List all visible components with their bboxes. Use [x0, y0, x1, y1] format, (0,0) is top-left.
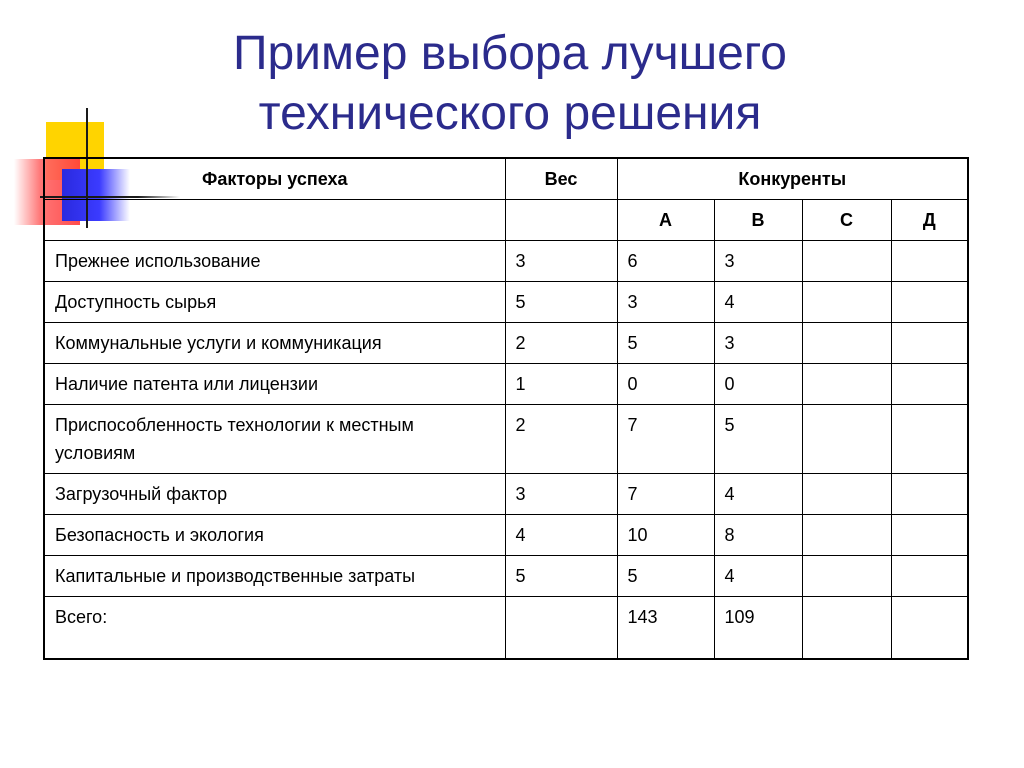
table-row — [44, 282, 968, 323]
competitor-d-cell — [891, 405, 968, 474]
competitor-c-cell — [802, 474, 891, 515]
competitor-d-cell — [891, 515, 968, 556]
competitor-b-cell: 3 — [714, 241, 802, 282]
total-label-cell: Всего: — [44, 597, 505, 659]
competitor-c-cell — [802, 282, 891, 323]
weight-cell: 2 — [505, 405, 617, 474]
weight-cell: 4 — [505, 515, 617, 556]
competitor-a-cell: 7 — [617, 405, 714, 474]
competitor-b-cell: 0 — [714, 364, 802, 405]
competitor-d-cell — [891, 282, 968, 323]
header-competitors: Конкуренты — [617, 158, 968, 200]
competitor-a-cell: 10 — [617, 515, 714, 556]
competitor-b-cell: 3 — [714, 323, 802, 364]
table-row — [44, 474, 968, 515]
table-header-row — [44, 158, 968, 200]
subheader-competitor-d: Д — [891, 200, 968, 241]
factor-cell: Капитальные и производственные затраты — [44, 556, 505, 597]
total-competitor-b-cell: 109 — [714, 597, 802, 659]
total-competitor-a-cell: 143 — [617, 597, 714, 659]
total-competitor-d-cell — [891, 597, 968, 659]
table-row — [44, 515, 968, 556]
slide-title-line-1: Пример выбора лучшего — [232, 27, 787, 80]
table-row — [44, 241, 968, 282]
competitor-c-cell — [802, 515, 891, 556]
slide-title — [100, 24, 920, 144]
table-total-row — [44, 597, 968, 659]
weight-cell: 3 — [505, 474, 617, 515]
subheader-competitor-a: A — [617, 200, 714, 241]
competitor-d-cell — [891, 241, 968, 282]
factor-cell: Загрузочный фактор — [44, 474, 505, 515]
table-row — [44, 364, 968, 405]
factor-cell: Приспособленность технологии к местным условиям — [44, 405, 505, 474]
total-weight-cell — [505, 597, 617, 659]
competitor-d-cell — [891, 556, 968, 597]
competitor-b-cell: 4 — [714, 556, 802, 597]
competitor-d-cell — [891, 364, 968, 405]
competitor-b-cell: 4 — [714, 474, 802, 515]
competitor-b-cell: 5 — [714, 405, 802, 474]
table-row — [44, 556, 968, 597]
total-competitor-c-cell — [802, 597, 891, 659]
header-weight: Вес — [505, 158, 617, 200]
competitor-a-cell: 0 — [617, 364, 714, 405]
factor-cell: Наличие патента или лицензии — [44, 364, 505, 405]
competitor-a-cell: 5 — [617, 556, 714, 597]
competitor-c-cell — [802, 556, 891, 597]
table-row — [44, 323, 968, 364]
competitor-d-cell — [891, 323, 968, 364]
factor-cell: Доступность сырья — [44, 282, 505, 323]
subheader-empty-factor — [44, 200, 505, 241]
competitor-d-cell — [891, 474, 968, 515]
table-subheader-row — [44, 200, 968, 241]
slide-title-line-2: технического решения — [258, 87, 762, 140]
factor-cell: Коммунальные услуги и коммуникация — [44, 323, 505, 364]
header-factors: Факторы успеха — [44, 158, 505, 200]
competitor-c-cell — [802, 405, 891, 474]
weight-cell: 2 — [505, 323, 617, 364]
competitor-a-cell: 3 — [617, 282, 714, 323]
factors-table — [43, 157, 969, 660]
subheader-empty-weight — [505, 200, 617, 241]
competitor-a-cell: 6 — [617, 241, 714, 282]
weight-cell: 5 — [505, 556, 617, 597]
competitor-b-cell: 8 — [714, 515, 802, 556]
competitor-c-cell — [802, 364, 891, 405]
competitor-c-cell — [802, 323, 891, 364]
competitor-b-cell: 4 — [714, 282, 802, 323]
competitor-c-cell — [802, 241, 891, 282]
weight-cell: 1 — [505, 364, 617, 405]
weight-cell: 5 — [505, 282, 617, 323]
competitor-a-cell: 7 — [617, 474, 714, 515]
subheader-competitor-c: C — [802, 200, 891, 241]
factor-cell: Безопасность и экология — [44, 515, 505, 556]
weight-cell: 3 — [505, 241, 617, 282]
competitor-a-cell: 5 — [617, 323, 714, 364]
subheader-competitor-b: B — [714, 200, 802, 241]
table-row — [44, 405, 968, 474]
factor-cell: Прежнее использование — [44, 241, 505, 282]
